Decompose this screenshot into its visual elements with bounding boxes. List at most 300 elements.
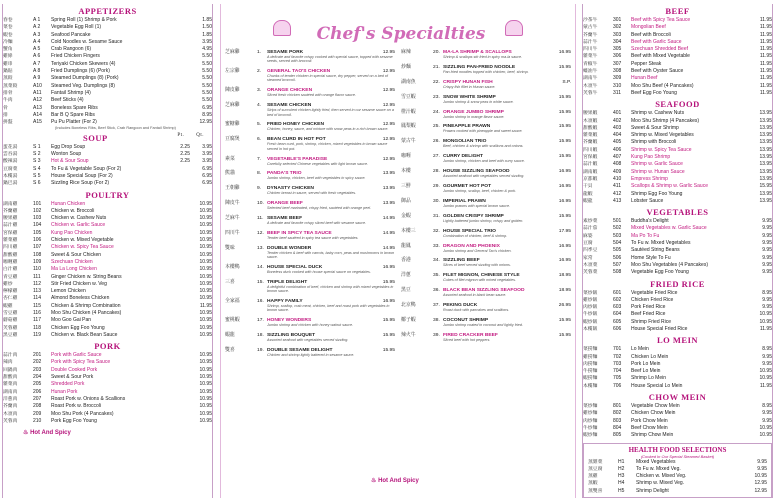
item-name: Chicken Lo Mein <box>631 353 669 360</box>
menu-item[interactable] <box>583 240 772 247</box>
item-chinese-name: 芥蘭牛 <box>583 32 598 38</box>
item-chinese-name: 腰果蝦 <box>583 111 598 117</box>
item-name: Hunan Pork <box>51 388 78 395</box>
item-name: Pork Lo Mein <box>631 360 661 367</box>
specialty-description: Jumbo shrimp & snow peas in white sauce. <box>443 99 514 104</box>
specialty-name: GOURMET HOT POT <box>443 184 492 190</box>
seafood-title: SEAFOOD <box>655 99 700 110</box>
specialty-item[interactable] <box>401 93 571 104</box>
item-price: 10.95 <box>199 266 212 273</box>
menu-item[interactable] <box>3 166 212 173</box>
specialty-header <box>225 199 395 206</box>
item-price: 10.95 <box>759 311 772 318</box>
specialty-price: 13.95 <box>382 201 395 207</box>
menu-item[interactable] <box>583 169 772 176</box>
left-panel <box>2 4 213 498</box>
item-name: Moo Shu Vegetables (4 Pancakes) <box>631 261 708 268</box>
item-chinese-name: 排骨 <box>3 90 13 96</box>
item-code: 508 <box>613 269 622 276</box>
specialty-item[interactable] <box>225 214 395 225</box>
specialty-price: 14.95 <box>382 230 395 236</box>
menu-item[interactable] <box>583 432 772 439</box>
item-price: 5.50 <box>202 97 212 104</box>
item-chinese-name: 四川牛 <box>583 47 598 53</box>
menu-item[interactable] <box>3 244 212 251</box>
specialty-item[interactable] <box>401 122 571 133</box>
item-chinese-name: 肉炒麵 <box>583 418 598 424</box>
menu-item[interactable] <box>3 411 212 418</box>
item-price: 9.95 <box>762 353 772 360</box>
menu-item[interactable] <box>583 191 772 198</box>
menu-item[interactable] <box>3 208 212 215</box>
specialty-number: 6. <box>257 137 262 143</box>
item-code: 410 <box>613 175 622 182</box>
menu-item[interactable] <box>583 39 772 46</box>
specialty-item[interactable] <box>225 67 395 83</box>
specialty-item[interactable] <box>225 48 395 64</box>
menu-item[interactable] <box>583 139 772 146</box>
item-price: 10.95 <box>199 288 212 295</box>
chili-icon: ♨ <box>23 430 29 437</box>
item-chinese-name: 菜卷 <box>3 25 13 31</box>
item-price: 10.95 <box>759 424 772 431</box>
specialty-description: Tender beef sautéed in spicy tea sauce with vegetables. <box>267 235 359 240</box>
specialty-description: Combination of chicken, beef & shrimp. <box>443 233 508 238</box>
item-name: Steamed Veg. Dumplings (8) <box>51 82 115 89</box>
specialty-header <box>401 167 571 174</box>
item-chinese-name: 木須牛 <box>583 83 598 89</box>
menu-item[interactable] <box>3 288 212 295</box>
specialty-item[interactable] <box>225 184 395 195</box>
menu-item[interactable] <box>583 161 772 168</box>
menu-item[interactable] <box>3 75 212 82</box>
item-price: 1.50 <box>202 24 212 31</box>
specialty-header <box>225 120 395 127</box>
menu-item[interactable] <box>583 218 772 225</box>
specialty-description: Assorted seafood in black bean sauce. <box>443 293 507 298</box>
item-price: 5.50 <box>202 68 212 75</box>
menu-item[interactable] <box>583 154 772 161</box>
item-price-quart: 3.95 <box>202 158 212 165</box>
menu-item[interactable] <box>583 354 772 361</box>
specialty-price: 13.95 <box>382 186 395 192</box>
specialty-item[interactable] <box>401 212 571 223</box>
item-name: Ginger Chicken w. String Beans <box>51 273 122 280</box>
specialty-name: DYNASTY CHICKEN <box>267 186 314 192</box>
item-name: Bar B Q Spare Ribs <box>51 111 95 118</box>
item-chinese-name: 雜菜雞 <box>3 238 18 244</box>
menu-item[interactable] <box>583 125 772 132</box>
item-price: 3.95 <box>202 38 212 45</box>
menu-item[interactable] <box>583 383 772 390</box>
item-chinese-name: 豆腐 <box>583 241 593 247</box>
specialty-item[interactable] <box>401 316 571 327</box>
item-price: 10.95 <box>754 473 767 480</box>
item-price: 13.95 <box>759 117 772 124</box>
item-code: 119 <box>33 331 41 338</box>
menu-item[interactable] <box>583 68 772 75</box>
item-code: 413 <box>613 197 622 204</box>
item-code: 802 <box>613 410 622 417</box>
item-chinese-name: 蒸餃 <box>3 76 13 82</box>
specialty-name: HONEY WONDERS <box>267 318 312 324</box>
specialty-name: COCONUT SHRIMP <box>443 318 489 324</box>
menu-item[interactable] <box>588 480 767 487</box>
specialty-item[interactable] <box>225 316 395 327</box>
item-name: Shrimp w. Mixed Veg. <box>636 480 685 487</box>
specialty-price: 16.95 <box>558 243 571 249</box>
menu-item[interactable] <box>583 403 772 410</box>
menu-item[interactable] <box>583 368 772 375</box>
menu-item[interactable] <box>583 297 772 304</box>
specialty-item[interactable] <box>401 331 571 342</box>
specialty-chinese-name: 御品 <box>401 197 411 204</box>
menu-item[interactable] <box>3 396 212 403</box>
menu-item[interactable] <box>3 151 212 158</box>
specialty-item[interactable] <box>225 169 395 180</box>
item-code: 507 <box>613 261 622 268</box>
menu-item[interactable] <box>3 144 212 151</box>
item-chinese-name: 蒸雙喜 <box>588 488 603 494</box>
item-name: Mixed Vegetables <box>636 458 676 465</box>
menu-item[interactable] <box>3 310 212 317</box>
specialty-item[interactable] <box>401 48 571 59</box>
specialty-chinese-name: 雙味 <box>225 244 235 251</box>
item-chinese-name: 蒸雜菜 <box>588 459 603 465</box>
menu-item[interactable] <box>583 183 772 190</box>
specialty-item[interactable] <box>401 63 571 74</box>
menu-item[interactable] <box>3 46 212 53</box>
specialty-item[interactable] <box>401 301 571 312</box>
specialty-name: DRAGON AND PHOENIX <box>443 243 500 249</box>
menu-item[interactable] <box>583 311 772 318</box>
specialty-item[interactable] <box>225 101 395 117</box>
menu-item[interactable] <box>3 68 212 75</box>
menu-item[interactable] <box>3 317 212 324</box>
specialty-price: 17.95 <box>558 228 571 234</box>
menu-item[interactable] <box>583 418 772 425</box>
menu-item[interactable] <box>3 97 212 104</box>
specialty-name: BLACK BEAN SIZZLING SEAFOOD <box>443 288 525 294</box>
item-chinese-name: 木須蝦 <box>583 118 598 124</box>
specialty-name: TRIPLE DELIGHT <box>267 279 308 285</box>
menu-item[interactable] <box>3 374 212 381</box>
specialty-item[interactable] <box>225 86 395 97</box>
menu-item[interactable] <box>583 290 772 297</box>
menu-item[interactable] <box>3 403 212 410</box>
specialty-item[interactable] <box>225 331 395 342</box>
menu-item[interactable] <box>3 266 212 273</box>
item-chinese-name: 湖南肉 <box>3 389 18 395</box>
menu-item[interactable] <box>583 176 772 183</box>
menu-item[interactable] <box>583 304 772 311</box>
specialty-number: 26. <box>433 139 440 145</box>
menu-item[interactable] <box>3 237 212 244</box>
item-price: 10.95 <box>199 410 212 417</box>
menu-item[interactable] <box>583 262 772 269</box>
item-code: 405 <box>613 139 622 146</box>
item-name: Buddha's Delight <box>631 218 669 225</box>
menu-item[interactable] <box>3 17 212 24</box>
menu-item[interactable] <box>3 325 212 332</box>
menu-item[interactable] <box>3 352 212 359</box>
menu-item[interactable] <box>583 233 772 240</box>
item-code: 804 <box>613 424 622 431</box>
item-chinese-name: 干貝 <box>583 184 593 190</box>
specialty-item[interactable] <box>401 227 571 238</box>
specialty-description: Jumbo shrimp and chicken with honey walnut sauce. <box>267 323 354 328</box>
menu-item[interactable] <box>3 274 212 281</box>
menu-item[interactable] <box>583 375 772 382</box>
menu-item[interactable] <box>583 32 772 39</box>
specialty-item[interactable] <box>225 120 395 131</box>
specialty-header <box>401 212 571 219</box>
menu-item[interactable] <box>583 53 772 60</box>
specialty-item[interactable] <box>225 346 395 357</box>
menu-item[interactable] <box>583 83 772 90</box>
menu-item[interactable] <box>3 173 212 180</box>
menu-item[interactable] <box>3 105 212 112</box>
specialty-item[interactable] <box>401 286 571 297</box>
specialty-item[interactable] <box>225 263 395 274</box>
item-name: Pu Pu Platter (For 2) <box>51 119 97 126</box>
item-code: 112 <box>33 280 41 287</box>
item-name: Shrimp Fried Rice <box>631 318 672 325</box>
specialty-item[interactable] <box>225 229 395 240</box>
item-chinese-name: 雞條 <box>3 54 13 60</box>
specialty-item[interactable] <box>401 256 571 267</box>
item-chinese-name: 腰果雞 <box>3 216 18 222</box>
item-price: 13.95 <box>759 139 772 146</box>
item-name: Chicken Egg Foo Young <box>51 324 105 331</box>
menu-item[interactable] <box>583 24 772 31</box>
menu-item[interactable] <box>3 215 212 222</box>
specialty-number: 37. <box>433 303 440 309</box>
menu-item[interactable] <box>3 201 212 208</box>
item-name: Chicken w. Cashew Nuts <box>51 215 107 222</box>
menu-item[interactable] <box>3 332 212 339</box>
item-code: 506 <box>613 254 622 261</box>
menu-item[interactable] <box>3 53 212 60</box>
specialty-chinese-name: 洋蔥 <box>401 272 411 279</box>
menu-item[interactable] <box>3 281 212 288</box>
specialty-item[interactable] <box>401 108 571 119</box>
item-code: 111 <box>33 273 41 280</box>
menu-item[interactable] <box>3 39 212 46</box>
menu-item[interactable] <box>3 230 212 237</box>
specialty-description: Jumbo shrimp coated in coconut and lightly fried. <box>443 323 523 328</box>
item-code: 108 <box>33 251 42 258</box>
right-panel <box>582 4 773 498</box>
specialty-item[interactable] <box>225 155 395 166</box>
item-code: 501 <box>613 218 622 225</box>
item-price: 11.95 <box>199 302 212 309</box>
menu-item[interactable] <box>583 198 772 205</box>
specialty-number: 3. <box>257 88 262 94</box>
menu-item[interactable] <box>3 32 212 39</box>
specialty-number: 29. <box>433 184 440 190</box>
menu-item[interactable] <box>3 24 212 31</box>
specialty-chinese-name: 蜜糖雞 <box>225 121 240 128</box>
menu-item[interactable] <box>583 346 772 353</box>
menu-item[interactable] <box>3 389 212 396</box>
item-name: Beef with Garlic Sauce <box>631 38 682 45</box>
item-code: S 4 <box>33 165 41 172</box>
menu-item[interactable] <box>583 118 772 125</box>
menu-item[interactable] <box>3 61 212 68</box>
menu-item[interactable] <box>588 473 767 480</box>
menu-item[interactable] <box>3 90 212 97</box>
item-price: 9.95 <box>762 269 772 276</box>
menu-item[interactable] <box>588 466 767 473</box>
menu-item[interactable] <box>3 259 212 266</box>
specialty-chinese-name: 蝦龍 <box>225 332 235 339</box>
middle-panel <box>220 4 576 498</box>
specialty-number: 5. <box>257 122 262 128</box>
menu-item[interactable] <box>583 326 772 333</box>
item-code: 116 <box>33 309 41 316</box>
menu-item[interactable] <box>583 361 772 368</box>
chef-hat-icon <box>273 20 291 36</box>
item-chinese-name: 酸辣湯 <box>3 159 18 165</box>
specialty-header <box>401 242 571 249</box>
item-price: 11.95 <box>759 325 772 332</box>
item-price: 15.95 <box>759 183 772 190</box>
item-chinese-name: 菜炒麵 <box>583 404 598 410</box>
specialty-header <box>225 229 395 236</box>
menu-item[interactable] <box>3 119 212 126</box>
menu-item[interactable] <box>3 359 212 366</box>
specialty-name: HOUSE SIZZLING SEAFOOD <box>443 169 510 175</box>
specialty-item[interactable] <box>401 242 571 253</box>
health-food-title: HEALTH FOOD SELECTIONS <box>628 445 727 454</box>
item-name: Shrimp Chow Mein <box>631 432 674 439</box>
menu-item[interactable] <box>3 112 212 119</box>
menu-item[interactable] <box>583 61 772 68</box>
item-chinese-name: 甜酸雞 <box>3 252 18 258</box>
specialty-chinese-name: 三鮮 <box>401 183 411 190</box>
menu-item[interactable] <box>583 225 772 232</box>
specialty-item[interactable] <box>401 167 571 178</box>
menu-item[interactable] <box>583 132 772 139</box>
item-name: Home Style To Fu <box>631 254 671 261</box>
menu-item[interactable] <box>3 303 212 310</box>
menu-item[interactable] <box>583 90 772 97</box>
specialty-item[interactable] <box>401 152 571 163</box>
menu-item[interactable] <box>3 180 212 187</box>
soup-title-text: SOUP <box>83 132 108 143</box>
specialty-description: Jumbo shrimp and General Tao's chicken. <box>443 248 512 253</box>
item-code: A 2 <box>33 24 41 31</box>
specialty-header <box>401 137 571 144</box>
menu-item[interactable] <box>583 410 772 417</box>
item-chinese-name: 沙茶牛 <box>583 18 598 23</box>
item-price: 13.95 <box>759 154 772 161</box>
menu-item[interactable] <box>583 75 772 82</box>
specialty-item[interactable] <box>225 135 395 151</box>
specialty-item[interactable] <box>401 78 571 89</box>
menu-item[interactable] <box>3 367 212 374</box>
item-code: A 4 <box>33 38 41 45</box>
item-name: Beef with Mixed Vegetable <box>631 53 690 60</box>
specialty-item[interactable] <box>225 297 395 313</box>
menu-item[interactable] <box>583 147 772 154</box>
menu-item[interactable] <box>3 252 212 259</box>
specialty-price: 26.95 <box>558 303 571 309</box>
specialty-name: MONGOLIAN TRIO <box>443 139 487 145</box>
item-code: 207 <box>33 395 42 402</box>
item-name: Moo Goo Gai Pan <box>51 317 92 324</box>
specialty-item[interactable] <box>401 197 571 208</box>
soup-pt-label: Pt. <box>177 132 185 138</box>
specialty-number: 24. <box>433 109 440 115</box>
menu-item[interactable] <box>583 269 772 276</box>
menu-item[interactable] <box>583 46 772 53</box>
specialty-chinese-name: 黑豆 <box>401 287 411 294</box>
menu-item[interactable] <box>583 319 772 326</box>
right-column <box>580 0 775 502</box>
item-name: Chicken w. Black Bean Sauce <box>51 331 118 338</box>
menu-item[interactable] <box>588 459 767 466</box>
item-name: Hunan Chicken <box>51 200 86 207</box>
specialty-chinese-name: 辣火牛 <box>401 331 416 338</box>
specialty-item[interactable] <box>225 278 395 294</box>
menu-item[interactable] <box>3 222 212 229</box>
specialty-name: SESAME CHICKEN <box>267 103 312 109</box>
menu-item[interactable] <box>3 83 212 90</box>
item-chinese-name: 冷麵 <box>3 39 13 45</box>
menu-item[interactable] <box>583 110 772 117</box>
specialty-chinese-name: 芝麻牛 <box>225 215 240 222</box>
poultry-title: POULTRY <box>85 189 130 200</box>
menu-item[interactable] <box>3 295 212 302</box>
item-code: 403 <box>613 124 622 131</box>
item-code: 412 <box>613 190 622 197</box>
item-name: Hunan Beef <box>631 75 658 82</box>
specialty-header <box>401 63 571 70</box>
menu-item[interactable] <box>583 425 772 432</box>
specialty-header <box>225 101 395 108</box>
specialty-item[interactable] <box>401 137 571 148</box>
item-chinese-name: 雞串 <box>3 61 13 67</box>
specialty-price: 14.95 <box>382 216 395 222</box>
menu-item[interactable] <box>583 247 772 254</box>
specialty-item[interactable] <box>401 182 571 193</box>
menu-item[interactable] <box>3 418 212 425</box>
specialty-description: Shrimp & scallops stir fried in spicy ma-la sauce. <box>443 55 523 59</box>
specialty-description: Assorted seafood with vegetables served sizzling. <box>267 338 349 343</box>
specialty-item[interactable] <box>225 199 395 210</box>
menu-item[interactable] <box>3 158 212 165</box>
menu-item[interactable] <box>3 381 212 388</box>
item-name: Pepper Steak <box>631 60 662 67</box>
specialty-item[interactable] <box>225 244 395 260</box>
item-code: 407 <box>613 154 622 161</box>
menu-item[interactable] <box>583 17 772 24</box>
specialty-item[interactable] <box>401 271 571 282</box>
item-name: Beef Chow Mein <box>631 424 668 431</box>
item-chinese-name: 宮保蝦 <box>583 155 598 161</box>
item-name: Boneless Spare Ribs <box>51 104 98 111</box>
specialty-name: VEGETABLE'S PARADISE <box>267 156 328 162</box>
item-code: A10 <box>33 82 42 89</box>
menu-item[interactable] <box>583 255 772 262</box>
specialty-number: 14. <box>257 265 264 271</box>
item-code: A 5 <box>33 46 41 53</box>
menu-item[interactable] <box>588 488 767 495</box>
item-name: Shrimp w. Hunan Sauce <box>631 168 685 175</box>
item-chinese-name: 蟹角 <box>3 47 13 53</box>
